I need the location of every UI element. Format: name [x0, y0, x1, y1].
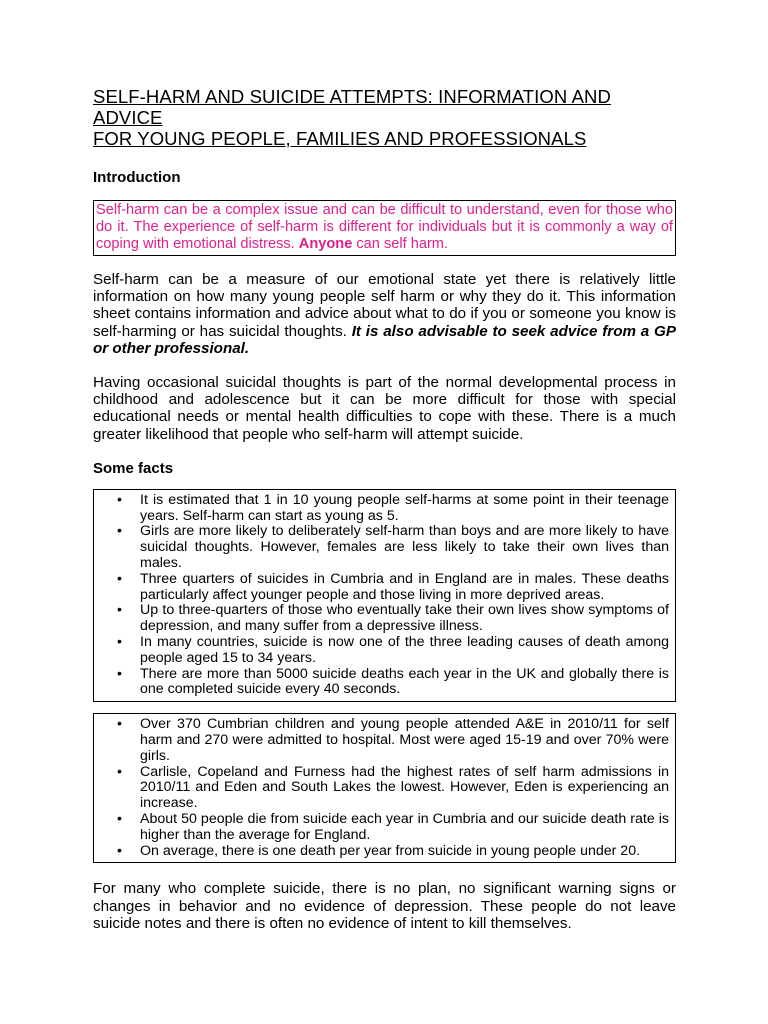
introduction-heading: Introduction	[93, 169, 181, 186]
paragraph-text: Self-harm can be a measure of our emotional state yet there is relatively little information on how many young people self harm or why they do it. This information sheet contains information and advice about what to do if you or someone you know is self-harming or has suicidal thoughts.	[93, 271, 676, 340]
bullet-icon: •	[117, 491, 122, 508]
title-line-1: SELF-HARM AND SUICIDE ATTEMPTS: INFORMATION AND ADVICE	[93, 86, 611, 128]
facts-list	[94, 493, 669, 698]
fact-list-item	[94, 603, 669, 635]
some-facts-heading: Some facts	[93, 459, 174, 477]
fact-text: Carlisle, Copeland and Furness had the highest rates of self harm admissions in 2010/11 and Eden and South Lakes the lowest. However, Eden is experiencing an increase.	[140, 763, 669, 812]
fact-list-item	[94, 765, 669, 812]
callout-emphasis: Anyone	[298, 236, 353, 252]
fact-list-item	[94, 524, 669, 571]
fact-text: Over 370 Cumbrian children and young people attended A&E in 2010/11 for self harm and 270 were admitted to hospital. Most were aged 15-19 and over 70% were girls.	[140, 716, 669, 764]
fact-text: Girls are more likely to deliberately self-harm than boys and are more likely to have suicidal thoughts. However, females are less likely to take their own lives than males.	[140, 523, 669, 572]
fact-list-item	[94, 635, 669, 667]
fact-list-item	[94, 844, 669, 860]
bullet-icon: •	[117, 570, 122, 587]
fact-list-item	[94, 667, 669, 699]
fact-list-item	[94, 493, 669, 525]
bullet-icon: •	[117, 842, 122, 859]
fact-text: About 50 people die from suicide each year in Cumbria and our suicide death rate is higher than the average for England.	[140, 810, 669, 843]
document-title	[93, 86, 676, 149]
fact-text: Three quarters of suicides in Cumbria and in England are in males. These deaths particularly affect younger people and those living in more deprived areas.	[140, 570, 669, 603]
bullet-icon: •	[117, 665, 122, 682]
fact-text: Up to three-quarters of those who eventually take their own lives show symptoms of depression, and many suffer from a depressive illness.	[140, 602, 669, 635]
bullet-icon: •	[117, 810, 122, 827]
paragraph-emphasis: It is also advisable to seek advice from a GP or other professional.	[93, 322, 676, 357]
bullet-icon: •	[117, 634, 122, 650]
fact-text: It is estimated that 1 in 10 young people self-harms at some point in their teenage years. Self-harm can start as young as 5.	[140, 491, 669, 524]
paragraph-no-warning-signs: For many who complete suicide, there is no plan, no significant warning signs or changes in behavior and no evidence of depression. These people do not leave suicide notes and there is often no evidence of intent to kill themselves.	[93, 880, 676, 932]
callout-text: Self-harm can be a complex issue and can be difficult to understand, even for those who do it. The experience of self-harm is different for individuals but it is commonly a way of coping with emotional distress.	[96, 202, 673, 252]
fact-text: There are more than 5000 suicide deaths each year in the UK and globally there is one completed suicide every 40 seconds.	[140, 665, 669, 698]
facts-list	[94, 717, 669, 859]
facts-box-cumbria	[93, 713, 676, 863]
fact-list-item	[94, 717, 669, 764]
fact-list-item	[94, 812, 669, 844]
paragraph-self-harm-measure	[93, 271, 676, 357]
fact-text: In many countries, suicide is now one of the three leading causes of death among people aged 15 to 34 years.	[140, 634, 669, 666]
bullet-icon: •	[117, 716, 122, 733]
facts-box-national	[93, 489, 676, 702]
fact-text: On average, there is one death per year from suicide in young people under 20.	[140, 842, 641, 859]
document-page	[93, 86, 676, 932]
bullet-icon: •	[117, 523, 122, 540]
fact-list-item	[94, 572, 669, 604]
bullet-icon: •	[117, 602, 122, 619]
introduction-callout-box	[93, 200, 676, 256]
paragraph-suicidal-thoughts: Having occasional suicidal thoughts is part of the normal developmental process in childhood and adolescence but it can be more difficult for those with special educational needs or mental health difficulties to cope with these. There is a much greater likelihood that people who self-harm will attempt suicide.	[93, 374, 676, 443]
title-line-2: FOR YOUNG PEOPLE, FAMILIES AND PROFESSIONALS	[93, 128, 587, 149]
callout-text-end: can self harm.	[352, 236, 449, 252]
bullet-icon: •	[117, 763, 122, 780]
